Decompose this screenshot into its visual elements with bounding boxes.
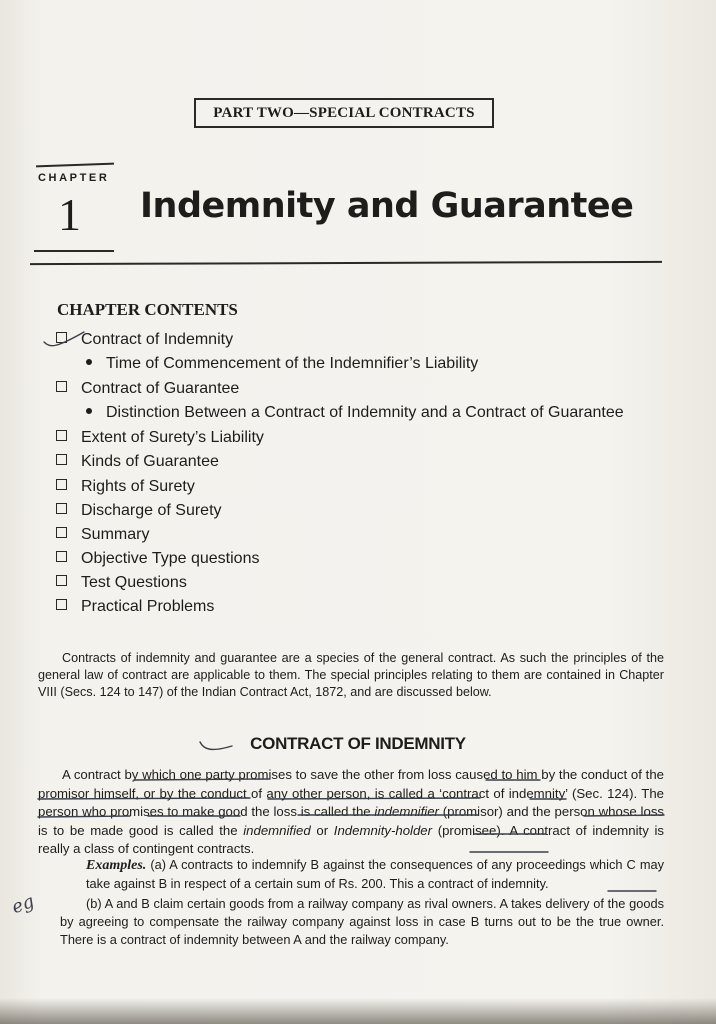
section-title: CONTRACT OF INDEMNITY	[250, 734, 466, 753]
page-bottom-shadow	[0, 998, 716, 1024]
chapter-title: Indemnity and Guarantee	[140, 186, 634, 226]
toc-subitem: Time of Commencement of the Indemnifier’s Liability	[86, 352, 478, 376]
contents-heading: CHAPTER CONTENTS	[57, 300, 238, 319]
toc-item: Practical Problems	[56, 595, 214, 619]
pen-tick-mark	[44, 332, 84, 346]
example-b: (b) A and B claim certain goods from a railway company as rival owners. A takes delivery of the goods by agreeing to compensate the railway company against loss in case B turns out to be the true owner. There is a contract of indemnity between A and the railway company.	[60, 896, 664, 947]
pen-section-mark	[200, 742, 232, 749]
chapter-number: 1	[58, 189, 81, 240]
toc-item: Contract of Guarantee	[56, 377, 239, 401]
examples-lead: Examples.	[86, 858, 147, 873]
margin-note: eg	[9, 890, 38, 919]
toc-item: Extent of Surety’s Liability	[56, 426, 264, 450]
term-indemnified: indemnified	[243, 822, 311, 838]
part-label: PART TWO—SPECIAL CONTRACTS	[213, 104, 475, 121]
definition-paragraph: A contract by which one party promises to save the other from loss caused to him by the conduct of the promisor himself, or by the conduct of any other person, is called a ‘contract of indemnity’ (Sec. 124). The person who promises to make good the loss is called the indemnifier (promisor) and the person whose loss is to be made good is called the indemnified or Indemnity-holder (promisee). A contract of indemnity is really a class of contingent contracts.	[38, 767, 665, 857]
term-indemnifier: indemnifier	[374, 804, 439, 820]
toc-item: Contract of Indemnity	[56, 328, 233, 352]
intro-paragraph: Contracts of indemnity and guarantee are a species of the general contract. As such the principles of the general law of contract are applicable to them. The special principles relating to them are contained in Chapter VIII (Secs. 124 to 147) of the Indian Contract Act, 1872, and are discussed below.	[38, 651, 664, 699]
toc-item: Test Questions	[56, 571, 187, 595]
term-indemnity-holder: Indemnity-holder	[333, 822, 433, 838]
toc-item: Objective Type questions	[56, 547, 259, 571]
example-a: (a) A contracts to indemnify B against the consequences of any proceedings which C may take against B in respect of a certain sum of Rs. 200. This a contract of indemnity.	[86, 857, 664, 891]
toc-item: Kinds of Guarantee	[56, 450, 219, 474]
chapter-word: CHAPTER	[38, 172, 110, 184]
toc-item: Rights of Surety	[56, 475, 195, 499]
toc-subitem: Distinction Between a Contract of Indemnity and a Contract of Guarantee	[86, 401, 624, 425]
toc-item: Discharge of Surety	[56, 499, 222, 523]
toc-item: Summary	[56, 523, 149, 547]
